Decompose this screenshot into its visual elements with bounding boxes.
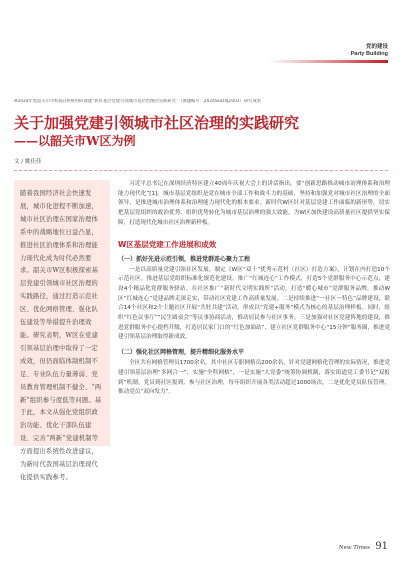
abstract-text: 随着我国经济社会快速发展，城市化进程不断加速，城市社区治理在国家治理体系中的战略地位日益凸显，推进社区治理体系和治理能力现代化成为时代必然要求。韶关市W区积极探索基层党建引领城市社区治理的实践路径，通过打造示范社区、优化网格管理、强化队伍建设等举措提升治理效能。研究表明，W区在党建引领基层治理中取得了一定成效，但仍面临体制机制不足、专业队伍力量薄弱、党员教育管理机制不健全、“两新”组织参与度低等问题。基于此，本文从强化党组织政治功能、优化干部队伍建设、完善“两新”党建机制等方面提出系统性改进建议，为新时代我国基层治理现代化提供实践参考。 [20,190,102,481]
section-heading: W区基层党建工作进展和成效 [118,239,217,249]
divider [14,170,388,171]
body-paragraph-1: 一是以高质量党建引领社区发展。制定《W区“双十”优秀示范村（社区）打造方案》，计划在内打造10个示范社区。推进基层党组织标准化规范化建设，推广“红城连心”工作模式，打造5个党群服务中心示范点，建设4个精品化党群服务驿站。在社区推广“新时代文明实践所”活动，打造“暖心城市”党群服务品牌，推动W区“红城连心”党建品牌走深走实，带动社区党建工作高质量发展。二是持续推进“一社区一特色”品牌建设，联合14个社区和2个主题社区开展“共驻共建”活动，形成以“党建+服务”模式为核心的基层治理样板。同时，组织“红色议事厅”“民生圆桌会”等议事协商活动，推动居民参与社区事务。三是加强对社区党建阵地的建设，推进党群服务中心提档升级，打造居民家门口的“红色加油站”，建立社区党群服务中心“15分钟”服务圈，推进党建引领基层治理取得新成效。 [118,266,390,341]
body-paragraph-2: 全区共有网格管理员1700余名，其中社区专职网格员200余名，针对党建网格化管理的实际情况，推进党建引领基层治理“多网合一”，实施“全科网格”，一是实施“大党委”统筹协调机制，落实街道党工委书记“双报到”机制，党员到社区报到、参与社区治理，每年组织开展各类活动超过1000场次，二是优化党员队伍管理，推动党员“双向发力”。 [118,360,390,396]
section-title-en: Party Building [350,51,388,57]
main-column [118,180,390,398]
section-title-cn: 党的建设 [365,44,388,50]
section-accent-bar [268,60,388,63]
article-title: 关于加强党建引领城市社区治理的实践研究 [14,114,300,132]
subsection-heading-2: （二）强化社区网格管理，提升精细化服务水平 [118,349,245,357]
subsection-heading-1: （一）抓好先进示范引领，推进党群连心聚力工程 [118,255,251,263]
article-subtitle: ——以韶关市W区为例 [14,134,136,148]
section-tag [351,44,388,58]
author-byline: 文 / 姚佳佳 [14,159,42,165]
page-number: 91 [375,541,388,552]
research-footnote: ※2024年度韶关市市校(院)系统科研课题“抓好基层党建引领城市基层治理的实践研究”（课题编号：2024SGDXJZ002）研究成果 [14,99,262,104]
abstract-box [14,180,110,481]
intro-paragraph: 习近平总书记在深圳经济特区建立40周年庆祝大会上的讲话指出，要“创新思路推动城市治理体系和治理能力现代化”[1]。城市基层党组织是党在城市全部工作和战斗力的基础，坚持和加强党对城市社区治理的全面领导，是推进城市治理体系和治理能力现代化的根本要求。新时代W区针对基层党建工作面临的新形势，切实把基层党组织的政治优势、组织优势转化为城市基层治理的强大效能，为W区加快建设高质量社区提供坚实保障，打造现代化城市社区治理新样板。 [118,181,390,226]
magazine-brand: New Times [338,545,370,551]
